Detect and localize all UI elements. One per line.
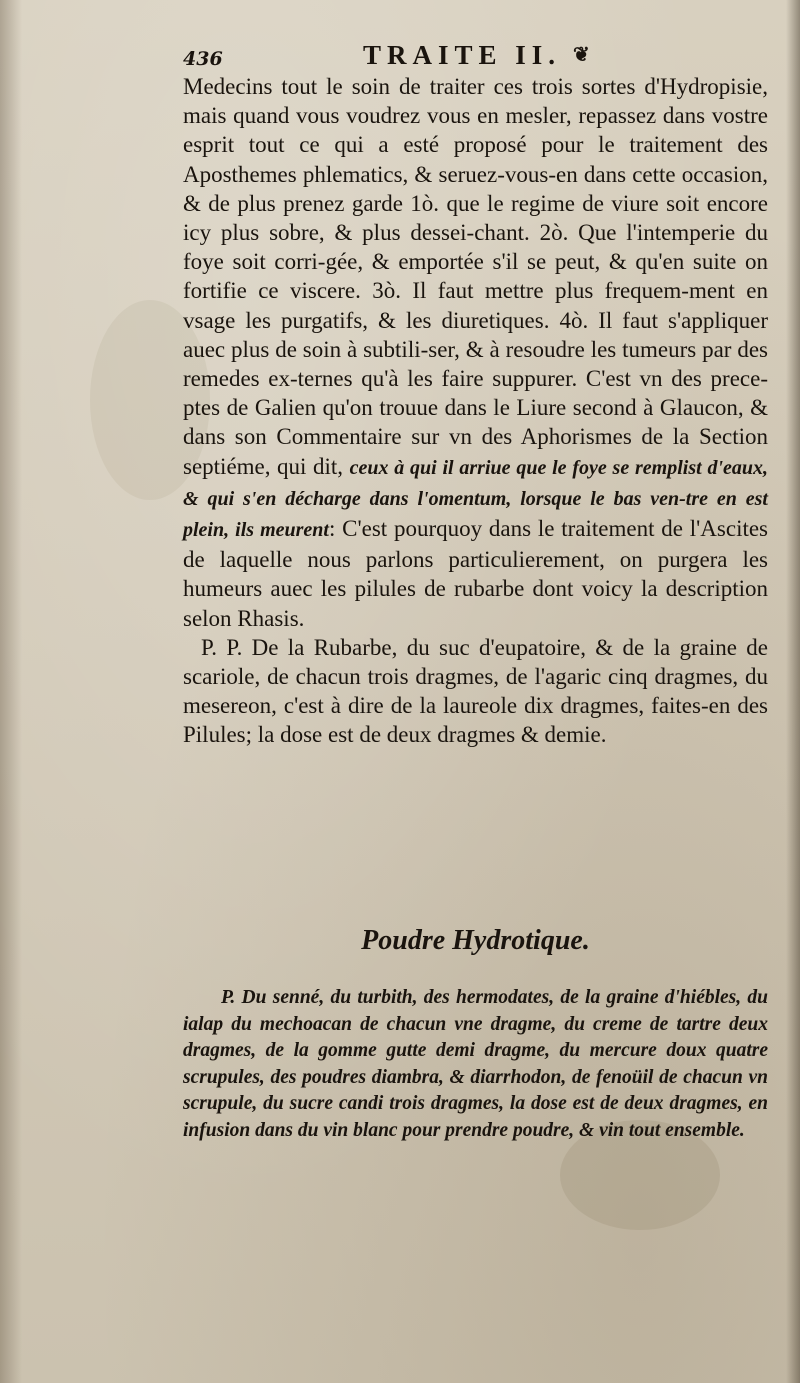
paragraph-text: Medecins tout le soin de traiter ces trois sortes d'Hydropisie, mais quand vous voudrez vous en mesler, repassez dans vostre esprit tout ce qui a esté proposé pour le traitement des Aposthemes phlematics, & seruez-vous-en dans cette occasion, & de plus prenez garde 1ò. que le regime de viure soit encore icy plus sobre, & plus dessei-chant. 2ò. Que l'intemperie du foye soit corri-gée, & emportée s'il se peut, & qu'en suite on fortifie ce viscere. 3ò. Il faut mettre plus frequem-ment en vsage les purgatifs, & les diuretiques. 4ò. Il faut s'appliquer auec plus de soin à subtili-ser, & à resoudre les tumeurs par des remedes ex-ternes qu'à les faire suppurer. C'est vn des prece-ptes de Galien qu'on trouue dans le Liure second à Glaucon, & dans son Commentaire sur vn des Aphorismes de la Section septiéme, qui dit, bbox=[183, 74, 768, 479]
paragraph-text: : C'est pourquoy dans le traitement de l'Ascites de laquelle nous parlons particulierement, on purgera les humeurs auec les pilules de rubarbe dont voicy la description selon Rhasis. bbox=[183, 516, 769, 631]
ornament-icon: ❦ bbox=[573, 42, 590, 66]
section-heading: Poudre Hydrotique. bbox=[361, 925, 590, 956]
paragraph bbox=[183, 72, 768, 633]
powder-formula: P. Du senné, du turbith, des hermodates, de la graine d'hiébles, du ialap du mechoacan de chacun vne dragme, du creme de tartre deux dragmes, de la gomme gutte demi dragme, du mercure doux quatre scrupules, des poudres diambra, & diarrhodon, de fenoüil de chacun vn scrupule, du sucre candi trois dragmes, la dose est de deux dragmes, en infusion dans du vin blanc pour prendre poudre, & vin tout ensemble. bbox=[183, 987, 768, 1141]
main-text bbox=[183, 72, 768, 750]
running-head bbox=[183, 40, 768, 70]
chapter-title: TRAITE II. bbox=[363, 40, 562, 70]
page-number: 436 bbox=[183, 48, 223, 70]
recipe-paragraph: P. P. De la Rubarbe, du suc d'eupatoire, & de la graine de scariole, de chacun trois dragmes, de l'agaric cinq dragmes, du mesereon, c'est à dire de la laureole dix dragmes, faites-en des Pilules; la dose est de deux dragmes & demie. bbox=[183, 634, 768, 748]
galen-quote: ceux à qui il arriue que le foye se remplist d'eaux, & qui s'en décharge dans l'omentum, lorsque le bas ven-tre en est plein, ils meurent bbox=[183, 456, 769, 542]
